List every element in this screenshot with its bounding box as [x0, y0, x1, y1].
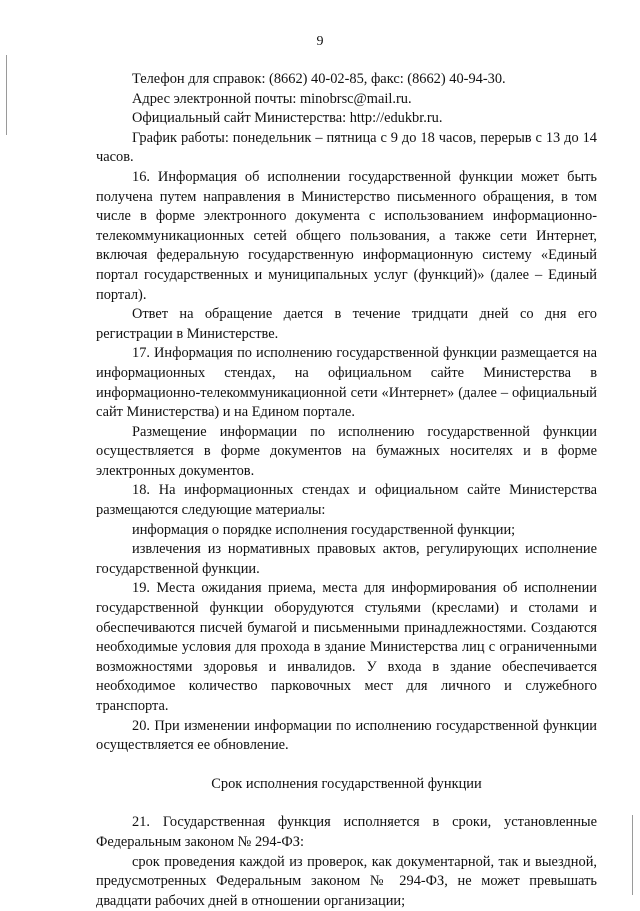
paragraph-17: 17. Информация по исполнению государственной функции размещается на информационных стендах, на официальном сайте Министерства в информационно-телекоммуникационной сети «Интернет» (далее – официальный сайт Министерства) и на Едином портале.	[96, 345, 597, 421]
paragraph-18: 18. На информационных стендах и официальном сайте Министерства размещаются следующие материалы:	[96, 482, 597, 519]
paragraph-21-item-1: срок проведения каждой из проверок, как документарной, так и выездной, предусмотренных Федеральным законом № 294-ФЗ, не может превышать двадцати рабочих дней в отношении организации;	[96, 853, 597, 909]
paragraph-placement-form: Размещение информации по исполнению государственной функции осуществляется в форме документов на бумажных носителях и в форме электронных документов.	[96, 423, 597, 479]
document-body	[96, 70, 597, 911]
section-heading: Срок исполнения государственной функции	[211, 775, 482, 792]
paragraph-16: 16. Информация об исполнении государственной функции может быть получена путем направления в Министерство письменного обращения, в том числе в форме электронного документа с использованием информационно-телекоммуникационных сетей общего пользования, а также сети Интернет, включая федеральную государственную информационную систему «Единый портал государственных и муниципальных услуг (функций)» (далее – Единый портал).	[96, 168, 597, 303]
paragraph-18-item-1: информация о порядке исполнения государственной функции;	[132, 521, 516, 538]
paragraph-19: 19. Места ожидания приема, места для информирования об исполнении государственной функции оборудуются стульями (креслами) и столами и обеспечиваются писчей бумагой и письменными принадлежностями. Создаются необходимые условия для прохода в здание Министерства лиц с ограниченными возможностями здоровья и инвалидов. У входа в здание обеспечивается необходимое количество парковочных мест для личного и служебного транспорта.	[96, 580, 597, 714]
contact-phone: Телефон для справок: (8662) 40-02-85, факс: (8662) 40-94-30.	[132, 71, 506, 87]
paragraph-20: 20. При изменении информации по исполнению государственной функции осуществляется ее обновление.	[96, 717, 597, 754]
work-schedule: График работы: понедельник – пятница с 9 до 18 часов, перерыв с 13 до 14 часов.	[96, 129, 597, 166]
page-number: 9	[316, 34, 324, 49]
paragraph-21: 21. Государственная функция исполняется в сроки, установленные Федеральным законом № 294-ФЗ:	[96, 814, 597, 850]
scan-edge-mark	[632, 815, 633, 895]
scan-edge-mark	[6, 55, 7, 135]
paragraph-18-item-2: извлечения из нормативных правовых актов, регулирующих исполнение государственной функции.	[96, 541, 597, 577]
paragraph-response-time: Ответ на обращение дается в течение тридцати дней со дня его регистрации в Министерстве.	[96, 306, 597, 342]
contact-email: Адрес электронной почты: minobrsc@mail.ru.	[132, 90, 412, 107]
contact-website: Официальный сайт Министерства: http://edukbr.ru.	[132, 110, 443, 127]
